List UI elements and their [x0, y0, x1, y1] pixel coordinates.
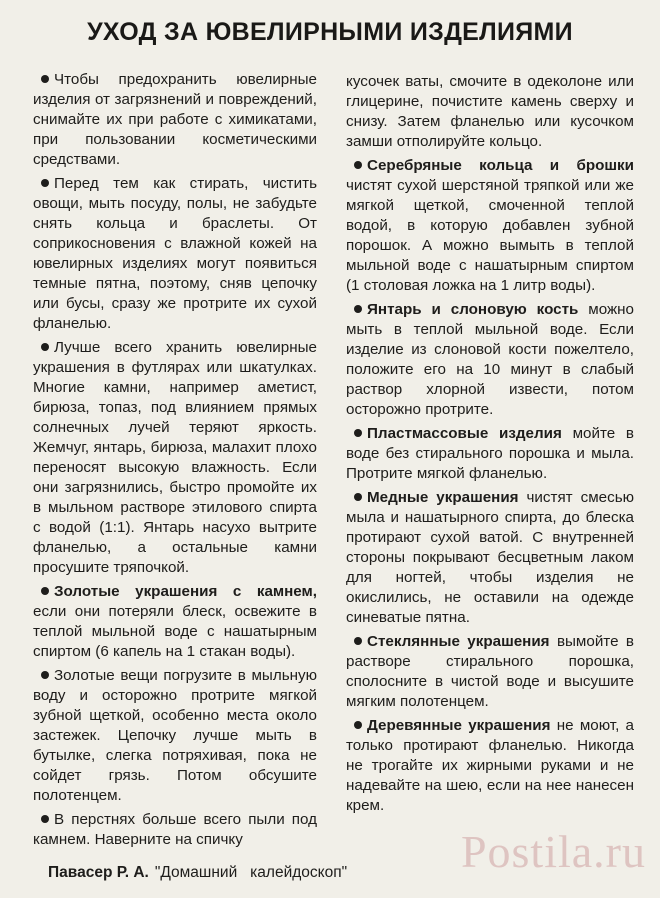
paragraph-copper	[346, 488, 634, 628]
bullet-icon	[354, 305, 362, 313]
paragraph-text: Чтобы предохранить ювелирные изделия от загрязнений и повреждений, снимайте их при работе с химикатами, при пользовании косметическими средствами.	[33, 71, 317, 168]
bullet-icon	[41, 815, 49, 823]
paragraph-glass	[346, 632, 634, 712]
paragraph-before-washing	[33, 174, 317, 334]
paragraph-heading: Пластмассовые изделия	[367, 425, 562, 442]
paragraph-text: кусочек ваты, смочите в одеколоне или глицерине, почистите камень сверху и снизу. Затем фланелью или кусочком замши отполируйте кольцо.	[346, 73, 634, 150]
paragraph-plastic	[346, 424, 634, 484]
book-title: "Домашний калейдоскоп"	[154, 864, 348, 881]
paragraph-protection	[33, 70, 317, 170]
paragraph-text: не моют, а только протирают фланелью. Никогда не трогайте их жирными руками и не надевайте на шею, если на нее нанесен крем.	[346, 717, 635, 814]
paragraph-rings-continued	[346, 72, 634, 152]
right-column	[346, 72, 634, 816]
paragraph-text: чистят сухой шерстяной тряпкой или же мягкой щеткой, смоченной теплой водой, в которую добавлен зубной порошок. А можно вымыть в теплой мыльной воде с нашатырным спиртом (1 столовая ложка на 1 литр воды).	[346, 177, 634, 294]
bullet-icon	[354, 493, 362, 501]
bullet-icon	[41, 179, 49, 187]
paragraph-text: Золотые вещи погрузите в мыльную воду и осторожно протрите мягкой зубной щеткой, особенно места около застежек. Цепочку лучше мыть в бутылке, слегка потряхивая, пока не сойдет грязь. Потом обсушите полотенцем.	[33, 667, 317, 804]
paragraph-gold-with-stone	[33, 582, 317, 662]
paragraph-text: если они потеряли блеск, освежите в теплой мыльной воде с нашатырным спиртом (6 капель на 1 стакан воды).	[33, 603, 317, 660]
author-name: Павасер Р. А.	[48, 864, 149, 881]
bullet-icon	[41, 587, 49, 595]
paragraph-storage	[33, 338, 317, 578]
paragraph-heading: Стеклянные украшения	[367, 633, 550, 650]
paragraph-text: чистят смесью мыла и нашатырного спирта, до блеска протирают сухой ватой. С внутренней стороны покрывают бесцветным лаком для ногтей, чтобы изделия не окислились, не оставили на одежде синеватые пятна.	[346, 489, 634, 626]
paragraph-amber-ivory	[346, 300, 634, 420]
paragraph-heading: Медные украшения	[367, 489, 519, 506]
paragraph-rings	[33, 810, 317, 850]
page-title: УХОД ЗА ЮВЕЛИРНЫМИ ИЗДЕЛИЯМИ	[87, 18, 573, 46]
paragraph-text: Лучше всего хранить ювелирные украшения в футлярах или шкатулках. Многие камни, например аметист, бирюза, топаз, под влиянием прямых солнечных лучей теряют яркость. Жемчуг, янтарь, бирюза, малахит плохо переносят высокую влажность. Если они загрязнились, быстро промойте их в мыльном растворе этилового спирта с водой (1:1). Янтарь насухо вытрите фланелью, а остальные камни просушите тряпочкой.	[33, 339, 317, 576]
paragraph-text: Перед тем как стирать, чистить овощи, мыть посуду, полы, не забудьте снять кольца и браслеты. От соприкосновения с влажной кожей на ювелирных изделиях могут появиться темные пятна, поэтому, сняв цепочку или бусы, сразу же протрите их сухой фланелью.	[33, 175, 317, 332]
paragraph-heading: Золотые украшения с камнем,	[54, 583, 317, 600]
bullet-icon	[354, 637, 362, 645]
paragraph-silver	[346, 156, 634, 296]
paragraph-gold-items	[33, 666, 317, 806]
source-citation	[48, 864, 347, 882]
paragraph-wooden	[346, 716, 634, 816]
paragraph-text: В перстнях больше всего пыли под камнем. Наверните на спичку	[33, 811, 317, 848]
left-column	[33, 70, 317, 850]
paragraph-heading: Янтарь и слоновую кость	[367, 301, 579, 318]
paragraph-text: мойте в воде без стирального порошка и мыла. Протрите мягкой фланелью.	[346, 425, 634, 482]
paragraph-heading: Серебряные кольца и брошки	[367, 157, 634, 174]
bullet-icon	[354, 161, 362, 169]
bullet-icon	[354, 429, 362, 437]
bullet-icon	[41, 671, 49, 679]
paragraph-heading: Деревянные украшения	[367, 717, 551, 734]
bullet-icon	[41, 75, 49, 83]
bullet-icon	[41, 343, 49, 351]
paragraph-text: вымойте в растворе стирального порошка, сполосните в чистой воде и высушите мягким полотенцем.	[346, 633, 634, 710]
site-watermark: Postila.ru	[460, 826, 646, 877]
paragraph-text: можно мыть в теплой мыльной воде. Если изделие из слоновой кости пожелтело, положите его на 10 минут в слабый раствор хлорной извести, потом осторожно протрите.	[346, 301, 635, 418]
bullet-icon	[354, 721, 362, 729]
